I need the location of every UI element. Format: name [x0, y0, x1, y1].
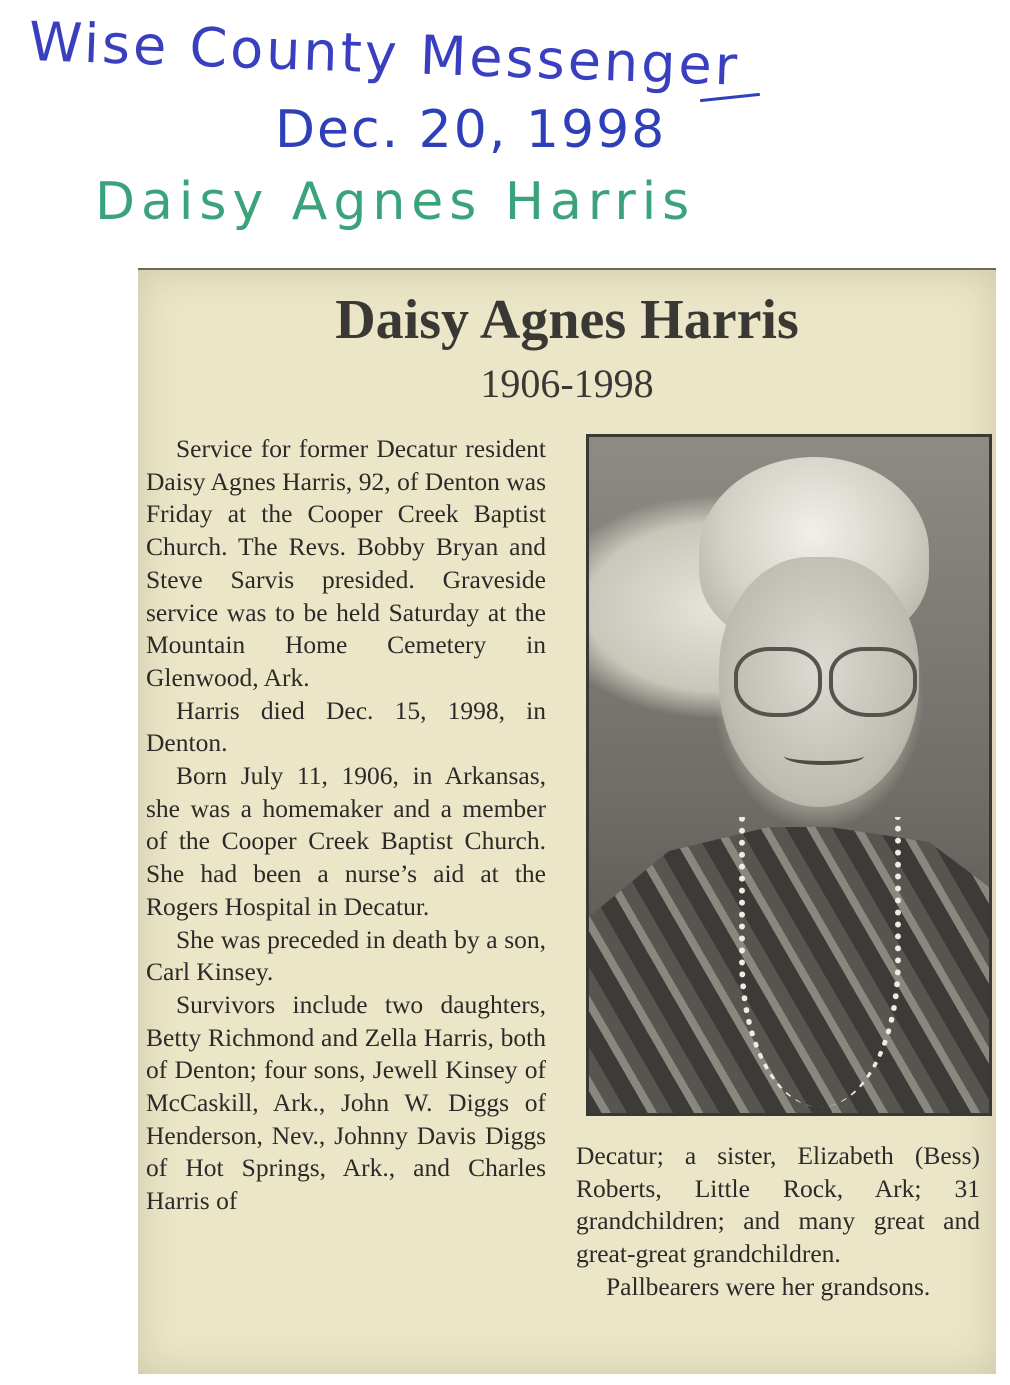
obituary-left-column — [146, 433, 546, 1218]
obituary-paragraph: Born July 11, 1906, in Arkansas, she was a homemaker and a member of the Cooper Creek Baptist Church. She had been a nurse’s aid at the Rogers Hospital in Decatur. — [146, 761, 546, 921]
newspaper-clipping — [138, 268, 996, 1374]
obituary-paragraph: Decatur; a sister, Elizabeth (Bess) Roberts, Little Rock, Ark; 31 grandchildren; and many great and great-great grandchildren. — [576, 1141, 980, 1269]
photo-glasses-right — [829, 647, 917, 717]
obituary-paragraph: Service for former Decatur resident Daisy Agnes Harris, 92, of Denton was Friday at the Cooper Creek Baptist Church. The Revs. Bobby Bryan and Steve Sarvis presided. Graveside service was to be held Saturday at the Mountain Home Cemetery in Glenwood, Ark. — [146, 434, 546, 692]
photo-mouth — [784, 747, 864, 765]
obituary-paragraph: She was preceded in death by a son, Carl Kinsey. — [146, 924, 546, 987]
obituary-paragraph: Survivors include two daughters, Betty Richmond and Zella Harris, both of Denton; four sons, Jewell Kinsey of McCaskill, Ark., John W. Diggs of Henderson, Nev., Johnny Davis Diggs of Hot Springs, Ark., and Charles Harris of — [146, 989, 546, 1216]
photo-pearls — [739, 817, 901, 1107]
obituary-right-column — [576, 1140, 980, 1304]
handwritten-name: Daisy Agnes Harris — [95, 172, 696, 232]
obituary-years: 1906-1998 — [480, 361, 654, 406]
obituary-paragraph: Pallbearers were her grandsons. — [606, 1271, 931, 1301]
portrait-photo — [586, 434, 992, 1116]
photo-glasses-left — [734, 647, 822, 717]
handwritten-date: Dec. 20, 1998 — [275, 100, 667, 160]
obituary-headline: Daisy Agnes Harris — [335, 289, 799, 351]
obituary-paragraph: Harris died Dec. 15, 1998, in Denton. — [146, 695, 546, 758]
handwritten-newspaper-name: Wise County Messenger — [27, 10, 742, 98]
